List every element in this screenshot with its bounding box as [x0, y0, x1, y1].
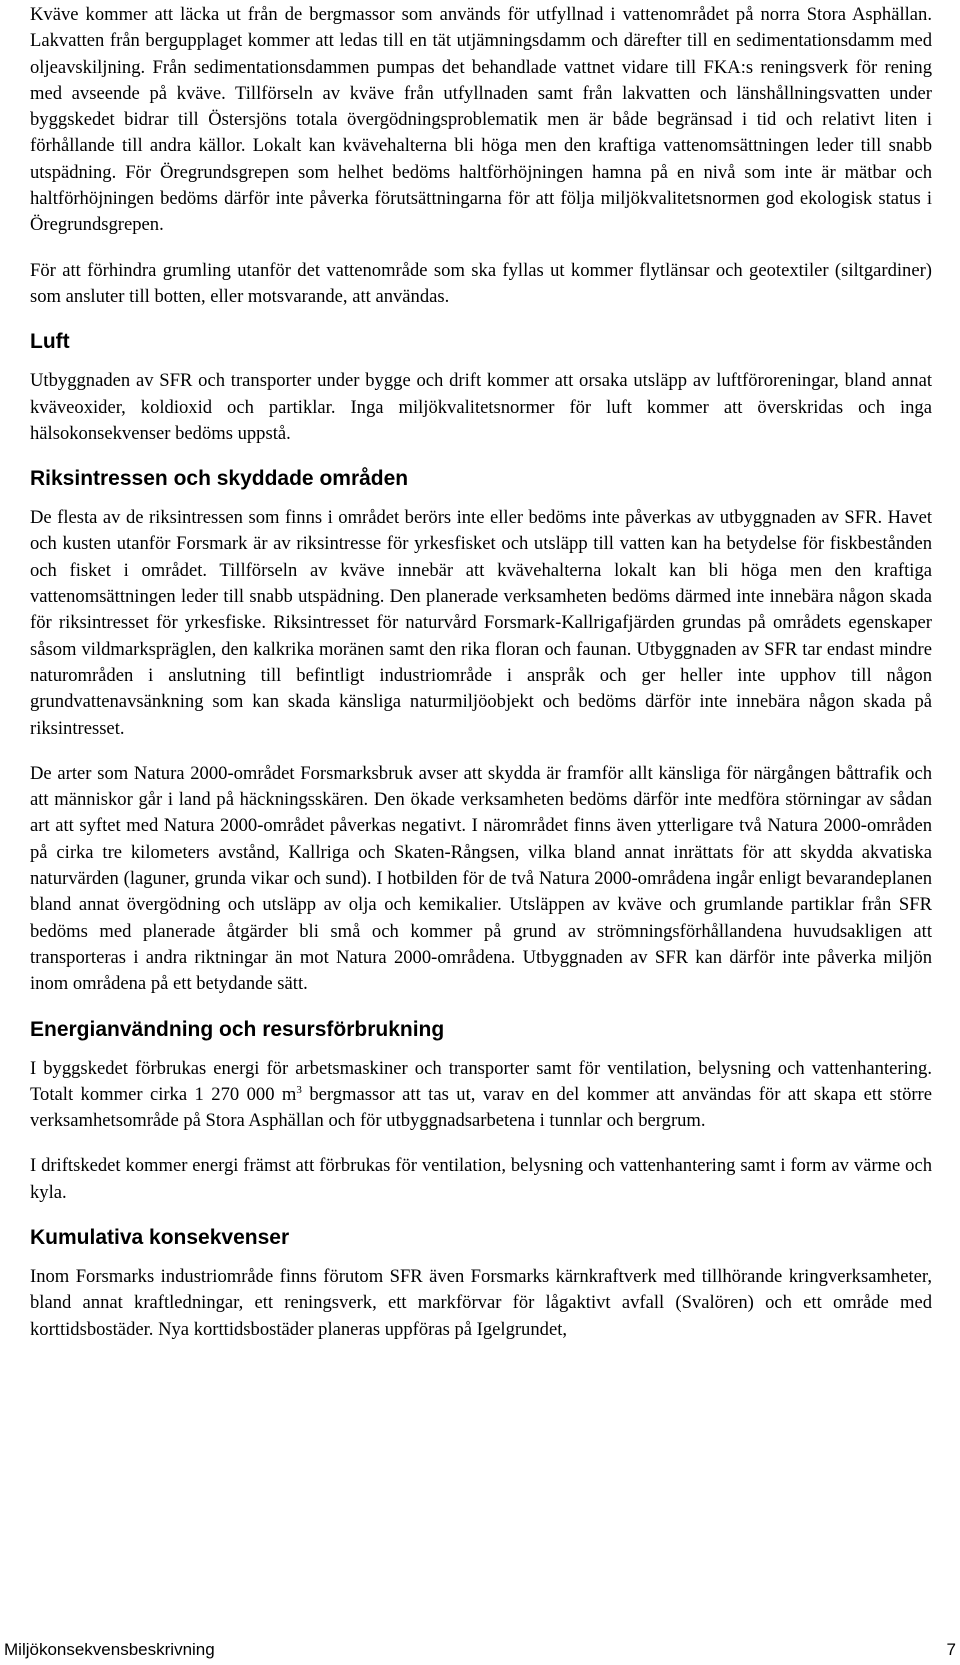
energi-paragraph-2: I driftskedet kommer energi främst att förbrukas för ventilation, belysning och vattenhantering samt i form av värme och kyla. [30, 1155, 932, 1203]
intro-paragraph-2: För att förhindra grumling utanför det vattenområde som ska fyllas ut kommer flytlänsar och geotextiler (siltgardiner) som ansluter till botten, eller motsvarande, att användas. [30, 259, 932, 307]
luft-paragraph-1: Utbyggnaden av SFR och transporter under bygge och drift kommer att orsaka utsläpp av luftföroreningar, bland annat kväveoxider, koldioxid och partiklar. Inga miljökvalitetsnormer för luft kommer att överskridas och inga hälsokonsekvenser bedöms uppstå. [30, 370, 932, 444]
kumulativa-paragraph-1: Inom Forsmarks industriområde finns förutom SFR även Forsmarks kärnkraftverk med tillhörande kringverksamheter, bland annat kraftledningar, ett reningsverk, ett markförvar för lågaktivt avfall (Svalören) och ett område med korttidsbostäder. Nya korttidsbostäder planeras uppföras på Igelgrundet, [30, 1265, 932, 1340]
energi-paragraph-1-text-b: bergmassor att tas ut, varav en del kommer att användas för att skapa ett större verksamhetsområde på Stora Asphällan och för utbyggnadsarbetena i tunnlar och bergrum. [30, 1083, 932, 1132]
riksintressen-paragraph-1: De flesta av de riksintressen som finns i området berörs inte eller bedöms inte påverkas av utbyggnaden av SFR. Havet och kusten utanför Forsmark är av riksintresse för yrkesfisket och utsläpp till vatten kan ha betydelse för fiskbestånden och fisket i området. Tillförseln av kväve innebär att kvävehalterna lokalt kan bli höga men den kraftiga vattenomsättningen leder till snabb utspädning. Den planerade verksamheten bedöms därmed inte innebära någon skada för riksintresset för yrkesfiske. Riksintresset för naturvård Forsmark-Kallrigafjärden grundas på områdets egenskaper såsom vildmarkspräglen, den kalkrika moränen samt den rika floran och faunan. Utbyggnaden av SFR tar endast mindre naturområden i anslutning till befintligt industriområde i anspråk och ger heller inte upphov till någon grundvattenavsänkning som kan skada känsliga naturmiljöobjekt och bedöms därför inte innebära någon skada på riksintresset. [30, 507, 932, 739]
page-footer [4, 1640, 956, 1660]
section-heading-energi: Energianvändning och resursförbrukning [30, 1017, 445, 1041]
section-heading-kumulativa: Kumulativa konsekvenser [30, 1225, 290, 1249]
superscript-3: 3 [296, 1083, 302, 1096]
intro-paragraph-1: Kväve kommer att läcka ut från de bergmassor som används för utfyllnad i vattenområdet på norra Stora Asphällan. Lakvatten från bergupplaget kommer att ledas till en tät utjämningsdamm och därefter till en sedimentationsdamm med oljeavskiljning. Från sedimentationsdammen pumpas det behandlade vattnet vidare till FKA:s reningsverk för rening med avseende på kväve. Tillförseln av kväve från utfyllnaden samt från lakvatten och länshållningsvatten under byggskedet bidrar till Östersjöns totala övergödningsproblematik men är både begränsad i tid och relativt liten i förhållande till andra källor. Lokalt kan kvävehalterna bli höga men den kraftiga vattenomsättningen leder till snabb utspädning. För Öregrundsgrepen som helhet bedöms haltförhöjningen hamna på en nivå som inte är mätbar och haltförhöjningen bedöms därför inte påverka förutsättningarna för att följa miljökvalitetsnormen god ekologisk status i Öregrundsgrepen. [30, 4, 932, 236]
energi-paragraph-1 [30, 1056, 932, 1135]
page-number: 7 [946, 1640, 956, 1659]
energi-paragraph-1-text-a: I byggskedet förbrukas energi för arbetsmaskiner och transporter samt för ventilation, belysning och vattenhantering. Totalt kommer cirka 1 270 000 m [30, 1057, 932, 1105]
section-heading-riksintressen: Riksintressen och skyddade områden [30, 467, 409, 491]
section-heading-luft: Luft [30, 330, 70, 354]
footer-title: Miljökonsekvensbeskrivning [4, 1640, 215, 1659]
riksintressen-paragraph-2: De arter som Natura 2000-området Forsmarksbruk avser att skydda är framför allt känsliga för närgången båttrafik och att människor går i land på häckningsskären. Den ökade verksamheten bedöms därför inte medföra störningar av sådan art att syftet med Natura 2000-området påverkas negativt. I närområdet finns även ytterligare två Natura 2000-områden på cirka tre kilometers avstånd, Kallriga och Skaten-Rångsen, vilka bland annat inrättats för att skydda akvatiska naturvärden (laguner, grunda vikar och sund). I hotbilden för de två Natura 2000-områdena ingår enligt bevarandeplanen bland annat övergödning och utsläpp av olja och kemikalier. Utsläppen av kväve och grumlande partiklar från SFR bedöms med planerade åtgärder bli små och kommer på grund av strömningsförhållandena huvudsakligen att transporteras i andra riktningar än mot Natura 2000-områdena. Utbyggnaden av SFR kan därför inte påverka miljön inom områdena på ett betydande sätt. [30, 762, 932, 995]
document-page [30, 0, 932, 1362]
